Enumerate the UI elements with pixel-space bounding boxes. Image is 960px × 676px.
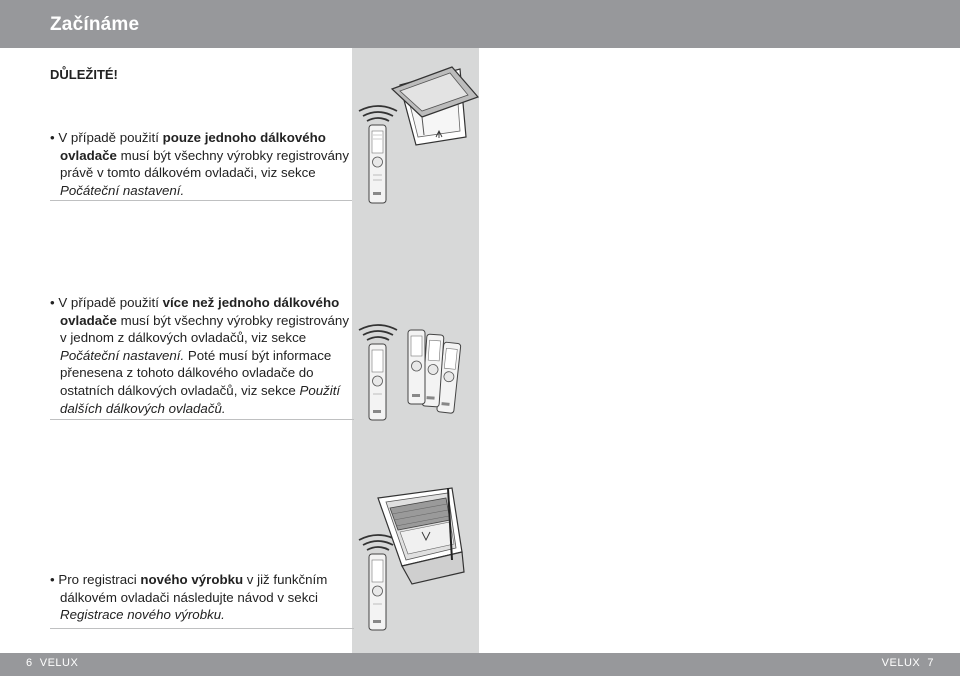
footer-right [882,657,934,669]
remote-and-blind-window-illustration [352,480,479,640]
section-multiple-remotes [50,294,350,417]
section-new-product-text: • Pro registraci nového výrobku v již funkčním dálkovém ovladači následujte návod v sekci Registrace nového výrobku. [50,572,328,623]
section-multiple-remotes-text: • V případě použití více než jednoho dálkového ovladače musí být všechny výrobky registrovány v jednom z dálkových ovladačů, viz sekce Počáteční nastavení. Poté musí být informace přenesena z tohoto dálkového ovladače do ostatních dálkových ovladačů, viz sekce Použití dalších dálkových ovladačů. [50,295,349,416]
remote-control-icon [369,554,386,630]
signal-waves-icon [359,325,397,340]
section-new-product [50,571,350,624]
brand-left: VELUX [39,657,79,669]
remote-and-window-illustration [352,55,479,215]
page-header [0,0,960,48]
important-heading: DŮLEŽITÉ! [50,67,118,82]
brand-right: VELUX [881,657,921,669]
remote-control-icon [369,344,386,420]
page-footer [0,653,960,676]
section-divider [50,200,352,201]
multiple-remotes-illustration [352,320,479,425]
section-single-remote [50,129,350,199]
page-number-right: 7 [927,657,934,669]
remote-stack-icon [408,330,461,413]
page-title: Začínáme [50,14,140,35]
signal-waves-icon [359,106,397,121]
section-divider [50,419,354,420]
section-single-remote-text: • V případě použití pouze jednoho dálkového ovladače musí být všechny výrobky registrovány právě v tomto dálkovém ovladači, viz sekce Počáteční nastavení. [50,130,349,198]
remote-control-icon [369,125,386,203]
blind-window-icon [378,488,464,584]
section-divider [50,628,354,629]
roof-window-icon [392,67,478,145]
footer-left [26,657,78,669]
page-number-left: 6 [26,657,33,669]
